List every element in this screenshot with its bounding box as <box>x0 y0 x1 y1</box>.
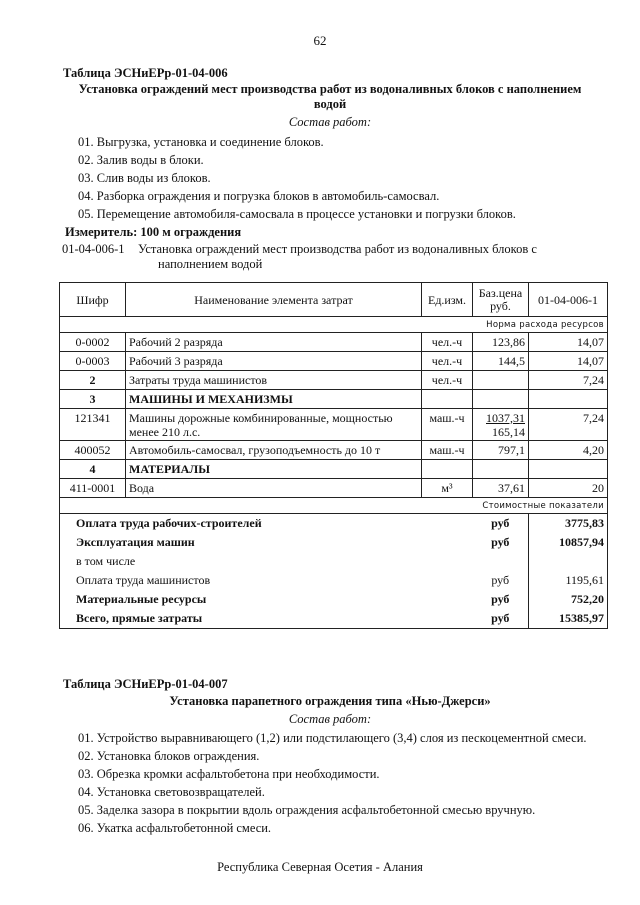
table2-title: Таблица ЭСНиЕРр-01-04-007 <box>63 677 228 691</box>
table1-title: Таблица ЭСНиЕРр-01-04-006 <box>63 66 228 80</box>
table2-work-item: 05. Заделка зазора в покрытии вдоль ограждения асфальтобетонной смесью вручную. <box>78 803 536 817</box>
total-label: Оплата труда рабочих-строителей <box>60 514 473 533</box>
header-name: Наименование элемента затрат <box>126 283 422 317</box>
row-code: 2 <box>60 371 126 390</box>
row-code: 121341 <box>60 409 126 441</box>
row-value: 14,07 <box>529 333 608 352</box>
row-code: 0-0002 <box>60 333 126 352</box>
norm-label-row <box>60 317 608 333</box>
row-value: 7,24 <box>529 409 608 441</box>
table1-desc-line1: Установка ограждений мест производства работ из водоналивных блоков с <box>138 242 537 256</box>
table-row <box>60 479 608 498</box>
total-label: в том числе <box>60 552 473 571</box>
table1-desc-line2: наполнением водой <box>158 257 263 271</box>
page-footer: Республика Северная Осетия - Алания <box>217 860 423 874</box>
norm-label: Норма расхода ресурсов <box>60 317 608 333</box>
row-price: 37,61 <box>473 479 529 498</box>
row-name-line2: менее 210 л.с. <box>129 424 201 439</box>
table1-code: 01-04-006-1 <box>62 242 125 256</box>
total-row <box>60 571 608 590</box>
row-name: Автомобиль-самосвал, грузоподъемность до 10 т <box>126 441 422 460</box>
table1-work-item: 01. Выгрузка, установка и соединение блоков. <box>78 135 324 149</box>
page-number: 62 <box>313 33 327 48</box>
total-value: 10857,94 <box>529 533 608 552</box>
table1-heading-line1: Установка ограждений мест производства работ из водоналивных блоков с наполнением <box>78 82 582 96</box>
cost-label-row <box>60 498 608 514</box>
header-unit: Ед.изм. <box>422 283 473 317</box>
header-price-line2: руб. <box>490 298 511 313</box>
cost-label: Стоимостные показатели <box>60 498 608 514</box>
total-unit: руб <box>473 609 529 629</box>
row-name: Рабочий 3 разряда <box>126 352 422 371</box>
table1-work-item: 05. Перемещение автомобиля-самосвала в процессе установки и погрузки блоков. <box>78 207 516 221</box>
row-value: 14,07 <box>529 352 608 371</box>
table1-measurer: Измеритель: 100 м ограждения <box>65 225 242 239</box>
table2-composition-label: Состав работ: <box>288 712 372 726</box>
header-code: Шифр <box>60 283 126 317</box>
table1-composition-label: Состав работ: <box>288 115 372 129</box>
row-price: 123,86 <box>473 333 529 352</box>
section-name: МАТЕРИАЛЫ <box>126 460 422 479</box>
row-price: 144,5 <box>473 352 529 371</box>
row-unit: чел.-ч <box>422 352 473 371</box>
table2-work-item: 03. Обрезка кромки асфальтобетона при необходимости. <box>78 767 380 781</box>
header-price <box>473 283 529 317</box>
total-row <box>60 552 608 571</box>
total-row <box>60 533 608 552</box>
section-row <box>60 460 608 479</box>
row-unit: маш.-ч <box>422 409 473 441</box>
row-price: 797,1 <box>473 441 529 460</box>
total-label: Материальные ресурсы <box>60 590 473 609</box>
section-code: 4 <box>60 460 126 479</box>
total-value: 15385,97 <box>529 609 608 629</box>
row-price-line2: 165,14 <box>492 424 525 439</box>
row-unit: м³ <box>422 479 473 498</box>
total-label: Эксплуатация машин <box>60 533 473 552</box>
total-label: Всего, прямые затраты <box>60 609 473 629</box>
section-code: 3 <box>60 390 126 409</box>
table-row <box>60 352 608 371</box>
row-price-line1: 1037,31 <box>486 410 525 425</box>
section-row <box>60 390 608 409</box>
table-header-row <box>60 283 608 317</box>
resources-table <box>59 282 608 629</box>
total-value: 3775,83 <box>529 514 608 533</box>
table1-work-item: 02. Залив воды в блоки. <box>78 153 204 167</box>
row-code: 400052 <box>60 441 126 460</box>
table1-heading-line2: водой <box>313 97 347 111</box>
table-row <box>60 371 608 390</box>
row-unit: чел.-ч <box>422 333 473 352</box>
row-code: 411-0001 <box>60 479 126 498</box>
table2-work-item: 06. Укатка асфальтобетонной смеси. <box>78 821 272 835</box>
table1-heading <box>60 82 600 112</box>
row-unit: маш.-ч <box>422 441 473 460</box>
row-name: Вода <box>126 479 422 498</box>
total-row <box>60 514 608 533</box>
table-row <box>60 333 608 352</box>
table2-work-item: 02. Установка блоков ограждения. <box>78 749 260 763</box>
header-price-line1: Баз.цена <box>478 285 523 300</box>
table-row <box>60 441 608 460</box>
row-value: 7,24 <box>529 371 608 390</box>
row-value: 4,20 <box>529 441 608 460</box>
table2-heading: Установка парапетного ограждения типа «Нью-Джерси» <box>169 694 491 708</box>
total-value: 752,20 <box>529 590 608 609</box>
header-column: 01-04-006-1 <box>529 283 608 317</box>
total-label: Оплата труда машинистов <box>60 571 473 590</box>
row-unit: чел.-ч <box>422 371 473 390</box>
total-row <box>60 590 608 609</box>
total-value: 1195,61 <box>529 571 608 590</box>
section-name: МАШИНЫ И МЕХАНИЗМЫ <box>126 390 422 409</box>
table-row <box>60 409 608 441</box>
row-name: Рабочий 2 разряда <box>126 333 422 352</box>
table2-work-item: 01. Устройство выравнивающего (1,2) или подстилающего (3,4) слоя из пескоцементной смеси. <box>78 731 587 745</box>
row-code: 0-0003 <box>60 352 126 371</box>
row-value: 20 <box>529 479 608 498</box>
table1-work-item: 04. Разборка ограждения и погрузка блоков в автомобиль-самосвал. <box>78 189 440 203</box>
row-price <box>473 409 529 441</box>
total-unit: руб <box>473 533 529 552</box>
table1-description <box>138 242 598 272</box>
total-unit: руб <box>473 571 529 590</box>
row-name <box>126 409 422 441</box>
row-name-line1: Машины дорожные комбинированные, мощностью <box>129 410 393 425</box>
total-unit: руб <box>473 514 529 533</box>
table2-work-item: 04. Установка световозвращателей. <box>78 785 265 799</box>
table1-work-item: 03. Слив воды из блоков. <box>78 171 211 185</box>
row-price <box>473 371 529 390</box>
total-row <box>60 609 608 629</box>
total-unit: руб <box>473 590 529 609</box>
row-name: Затраты труда машинистов <box>126 371 422 390</box>
